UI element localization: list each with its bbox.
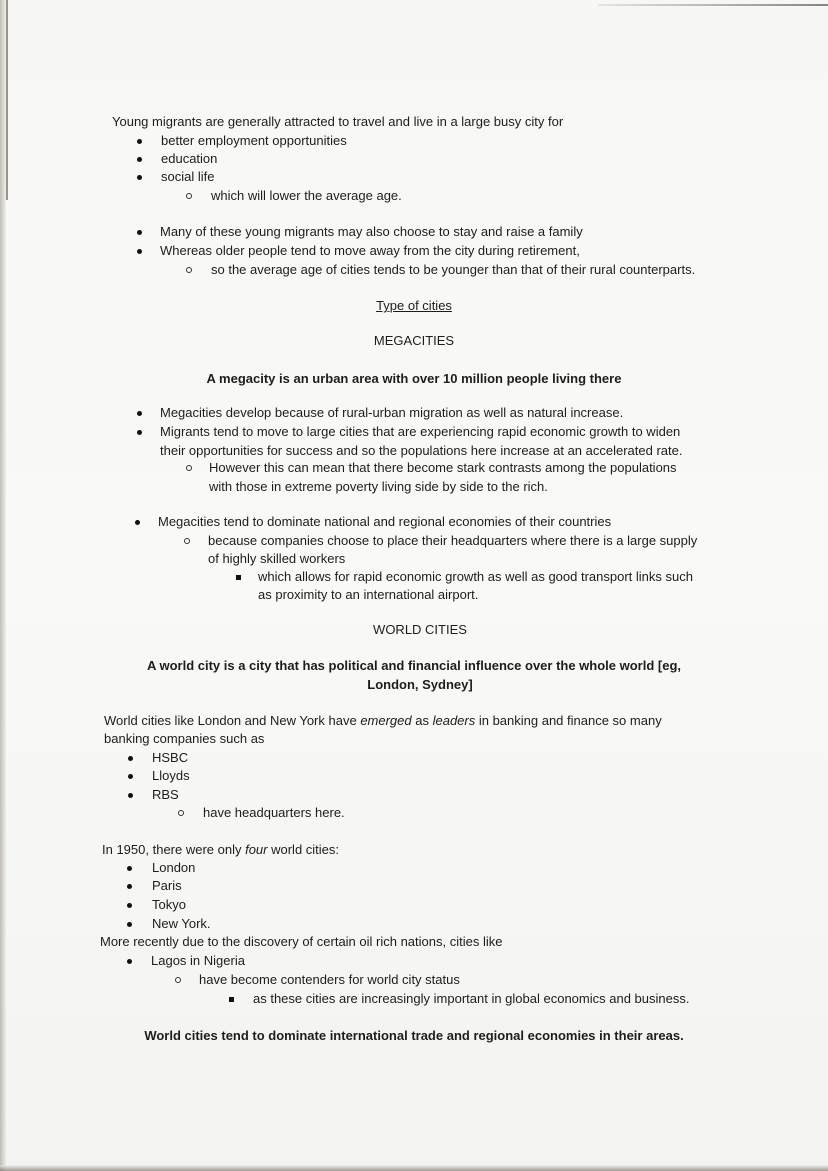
square-bullet-icon bbox=[229, 997, 234, 1002]
section-title bbox=[0, 298, 828, 314]
text: World cities like London and New York have bbox=[104, 713, 361, 728]
history-text bbox=[102, 842, 339, 858]
bullet-icon bbox=[127, 866, 132, 871]
world-cities-heading: WORLD CITIES bbox=[373, 622, 467, 637]
bullet-icon bbox=[137, 411, 142, 416]
emphasis: emerged bbox=[360, 713, 412, 728]
bullet-icon bbox=[137, 430, 142, 435]
bullet-icon bbox=[128, 756, 133, 761]
list-item: RBS bbox=[152, 787, 179, 802]
list-item: HSBC bbox=[152, 750, 189, 765]
list-item: London bbox=[152, 860, 196, 875]
emphasis: leaders bbox=[432, 713, 476, 728]
section-title-text: Type of cities bbox=[376, 298, 452, 313]
bullet-icon bbox=[137, 230, 142, 235]
bullet-icon bbox=[137, 157, 142, 162]
text: in banking and finance so many bbox=[475, 713, 662, 728]
bullet-icon bbox=[127, 884, 132, 889]
list-subitem: which will lower the average age. bbox=[211, 188, 402, 203]
bullet-icon bbox=[137, 175, 142, 180]
bullet-icon bbox=[137, 139, 142, 144]
circle-bullet-icon bbox=[184, 538, 190, 544]
megacities-heading: MEGACITIES bbox=[373, 333, 455, 348]
list-item: social life bbox=[161, 169, 215, 184]
circle-bullet-icon bbox=[178, 810, 184, 816]
list-subitem: However this can mean that there become stark contrasts among the populations bbox=[209, 460, 677, 475]
text: In 1950, there were only bbox=[102, 842, 246, 857]
circle-bullet-icon bbox=[186, 193, 192, 199]
bullet-icon bbox=[128, 774, 133, 779]
world-cities-paragraph-continued: banking companies such as bbox=[104, 731, 265, 746]
emphasis: four bbox=[245, 842, 268, 857]
intro-text: Young migrants are generally attracted to travel and live in a large busy city for bbox=[112, 114, 564, 129]
scan-edge-top bbox=[598, 4, 828, 6]
circle-bullet-icon bbox=[175, 977, 181, 983]
scan-edge-mark bbox=[6, 0, 8, 200]
list-item: Paris bbox=[152, 878, 182, 893]
circle-bullet-icon bbox=[186, 267, 192, 273]
list-item: Lloyds bbox=[152, 768, 190, 783]
bullet-icon bbox=[127, 959, 132, 964]
world-city-definition: A world city is a city that has political and financial influence over the whole world [eg, bbox=[146, 658, 682, 673]
list-item: Migrants tend to move to large cities that are experiencing rapid economic growth to widen bbox=[160, 424, 681, 439]
list-subitem-continued: of highly skilled workers bbox=[208, 551, 346, 566]
scan-edge-bottom bbox=[0, 1165, 828, 1171]
list-subitem: have headquarters here. bbox=[203, 805, 345, 820]
list-item: Tokyo bbox=[152, 897, 186, 912]
megacity-definition: A megacity is an urban area with over 10 million people living there bbox=[206, 371, 622, 386]
list-subsubitem-continued: as proximity to an international airport. bbox=[258, 587, 479, 602]
text: world cities: bbox=[267, 842, 340, 857]
list-item: Lagos in Nigeria bbox=[151, 953, 245, 968]
list-item: New York. bbox=[152, 916, 211, 931]
world-cities-paragraph bbox=[104, 713, 662, 729]
list-subitem: so the average age of cities tends to be younger than that of their rural counterparts. bbox=[211, 262, 696, 277]
bullet-icon bbox=[128, 793, 133, 798]
list-item: better employment opportunities bbox=[161, 133, 347, 148]
list-item: Whereas older people tend to move away from the city during retirement, bbox=[160, 243, 580, 258]
bullet-icon bbox=[137, 249, 142, 254]
list-item-continued: their opportunities for success and so the populations here increase at an accelerated rate. bbox=[160, 443, 683, 458]
recent-text: More recently due to the discovery of certain oil rich nations, cities like bbox=[100, 934, 503, 949]
list-item: education bbox=[161, 151, 218, 166]
world-city-definition-continued: London, Sydney] bbox=[367, 677, 473, 692]
list-item: Many of these young migrants may also choose to stay and raise a family bbox=[160, 224, 583, 239]
bullet-icon bbox=[127, 903, 132, 908]
bullet-icon bbox=[135, 520, 140, 525]
bullet-icon bbox=[127, 922, 132, 927]
list-subitem: have become contenders for world city status bbox=[199, 972, 460, 987]
list-item: Megacities develop because of rural-urban migration as well as natural increase. bbox=[160, 405, 624, 420]
list-subsubitem: as these cities are increasingly important in global economics and business. bbox=[253, 991, 690, 1006]
conclusion: World cities tend to dominate international trade and regional economies in their areas. bbox=[144, 1028, 684, 1043]
list-item: Megacities tend to dominate national and regional economies of their countries bbox=[158, 514, 612, 529]
square-bullet-icon bbox=[236, 575, 241, 580]
text: as bbox=[411, 713, 433, 728]
list-subsubitem: which allows for rapid economic growth as well as good transport links such bbox=[258, 569, 693, 584]
list-subitem-continued: with those in extreme poverty living side by side to the rich. bbox=[209, 479, 548, 494]
circle-bullet-icon bbox=[186, 465, 192, 471]
list-subitem: because companies choose to place their headquarters where there is a large supply bbox=[208, 533, 698, 548]
